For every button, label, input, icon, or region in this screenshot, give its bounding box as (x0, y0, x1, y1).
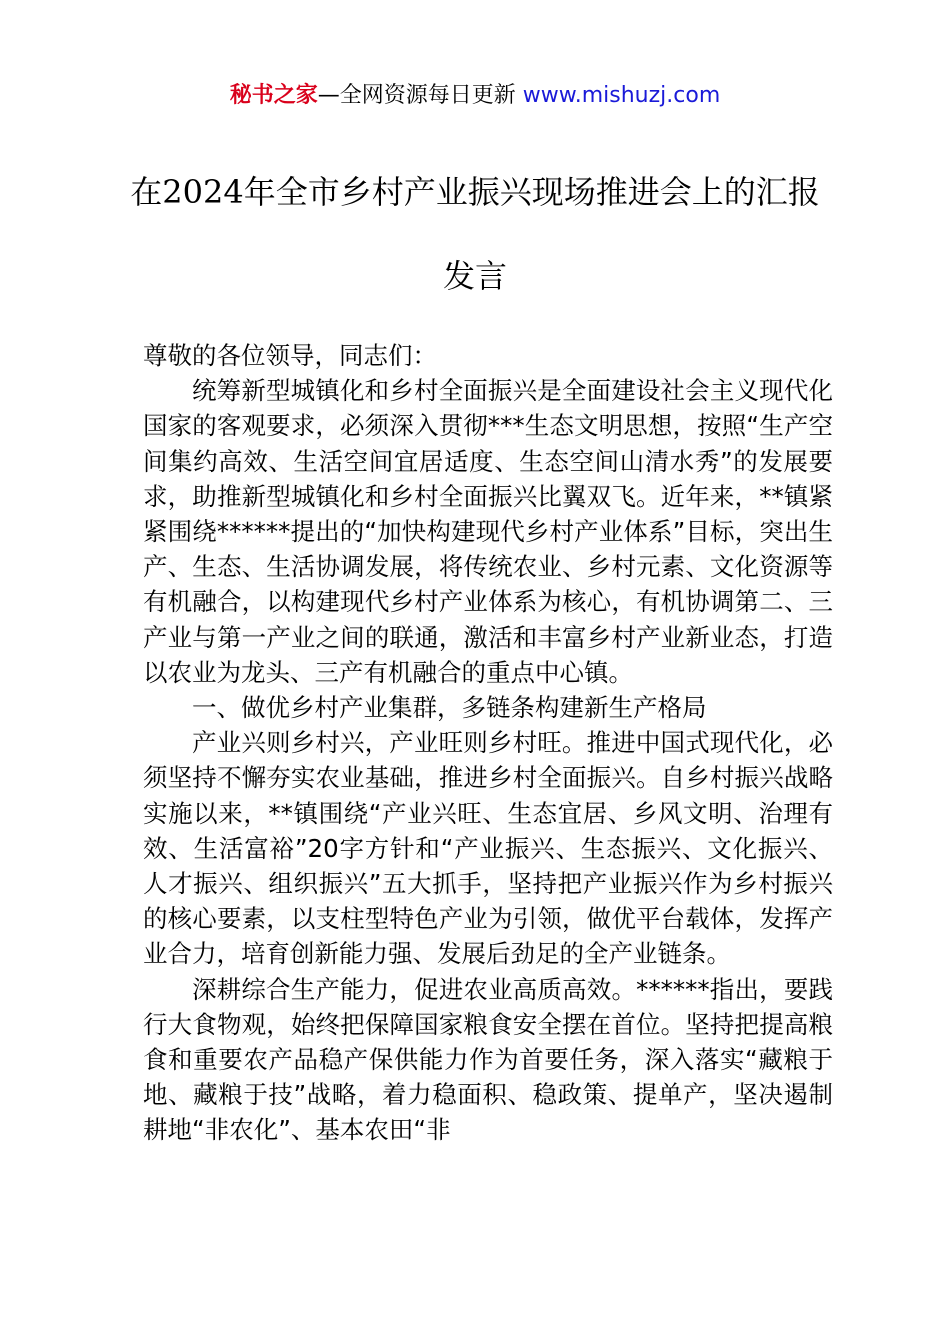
site-url-link[interactable]: www.mishuzj.com (522, 83, 721, 108)
brand-name[interactable]: 秘书之家 (229, 83, 318, 108)
site-header (0, 78, 950, 114)
site-tagline: —全网资源每日更新 (317, 83, 516, 108)
section-heading: 一、做优乡村产业集群，多链条构建新生产格局 (192, 693, 707, 723)
body-paragraph: 产业兴则乡村兴，产业旺则乡村旺。推进中国式现代化，必须坚持不懈夯实农业基础，推进乡村全面振兴。自乡村振兴战略实施以来，**镇围绕“产业兴旺、生态宜居、乡风文明、治理有效、生活富裕”20字方针和“产业振兴、生态振兴、文化振兴、人才振兴、组织振兴”五大抓手，坚持把产业振兴作为乡村振兴的核心要素，以支柱型特色产业为引领，做优平台载体，发挥产业合力，培育创新能力强、发展后劲足的全产业链条。 (143, 728, 833, 969)
document-body (143, 338, 833, 1148)
document-title: 在2024年全市乡村产业振兴现场推进会上的汇报发言 (130, 173, 820, 295)
intro-paragraph: 统筹新型城镇化和乡村全面振兴是全面建设社会主义现代化国家的客观要求，必须深入贯彻***生态文明思想，按照“生产空间集约高效、生活空间宜居适度、生态空间山清水秀”的发展要求，助推新型城镇化和乡村全面振兴比翼双飞。近年来，**镇紧紧围绕******提出的“加快构建现代乡村产业体系”目标，突出生产、生态、生活协调发展，将传统农业、乡村元素、文化资源等有机融合，以构建现代乡村产业体系为核心，有机协调第二、三产业与第一产业之间的联通，激活和丰富乡村产业新业态，打造以农业为龙头、三产有机融合的重点中心镇。 (143, 376, 833, 687)
salutation: 尊敬的各位领导，同志们： (143, 341, 437, 370)
body-paragraph: 深耕综合生产能力，促进农业高质高效。******指出，要践行大食物观，始终把保障国家粮食安全摆在首位。坚持把提高粮食和重要农产品稳产保供能力作为首要任务，深入落实“藏粮于地、藏粮于技”战略，着力稳面积、稳政策、提单产，坚决遏制耕地“非农化”、基本农田“非 (143, 974, 833, 1145)
